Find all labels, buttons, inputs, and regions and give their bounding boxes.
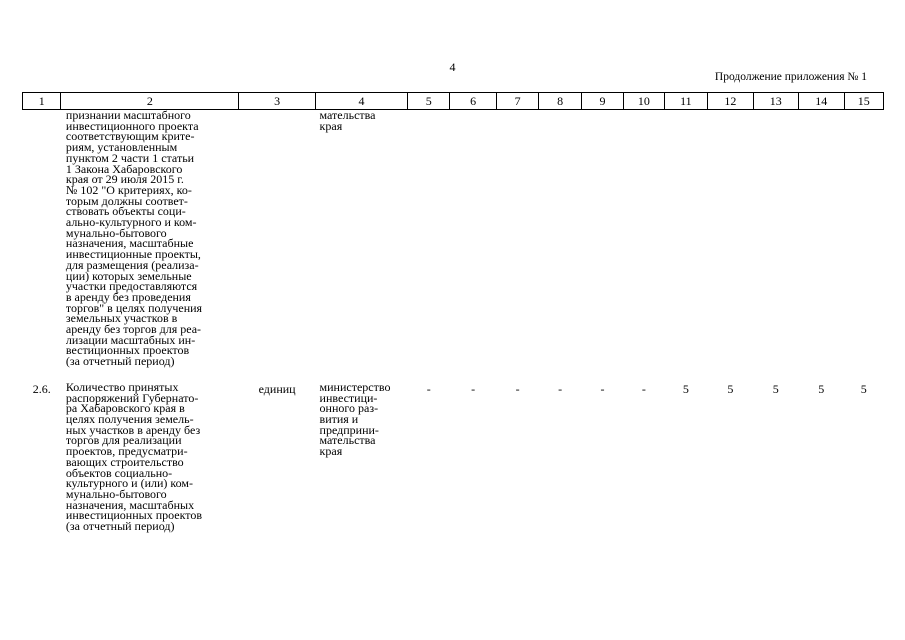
value-cell <box>708 110 753 378</box>
value-cell: 5 <box>772 381 779 396</box>
header-row <box>23 93 884 110</box>
column-header: 13 <box>753 93 798 110</box>
table-row <box>23 110 884 378</box>
value-cell: 5 <box>818 381 825 396</box>
indicator-description: Количество принятых распоряжений Губернато- ра Хабаровского края в целях получения земель- ных участков в аренду без торгов для реализации проектов, предусматри- вающих строительство объектов социально- культурного и (или) ком- мунально-бытового назначения, масштабных инвестиционных проектов (за отчетный период) <box>65 379 203 534</box>
table-row <box>23 378 884 532</box>
indicators-table <box>22 92 884 532</box>
responsible-cell: министерство инвестици- онного раз- вития и предприни- мательства края <box>319 379 391 459</box>
column-header: 3 <box>239 93 316 110</box>
responsible-cell: мательства края <box>319 108 376 133</box>
value-cell: 5 <box>860 381 867 396</box>
unit-cell: единиц <box>258 381 296 396</box>
value-cell <box>664 110 707 378</box>
value-cell: - <box>426 381 431 396</box>
value-cell: 5 <box>682 381 689 396</box>
column-header: 14 <box>799 93 844 110</box>
value-cell: - <box>641 381 646 396</box>
column-header: 4 <box>316 93 408 110</box>
unit-cell <box>239 110 316 378</box>
column-header: 8 <box>539 93 581 110</box>
value-cell <box>581 110 623 378</box>
column-header: 6 <box>450 93 496 110</box>
row-number: 2.6. <box>32 381 51 396</box>
column-header: 5 <box>407 93 449 110</box>
column-header: 2 <box>61 93 239 110</box>
value-cell <box>844 110 884 378</box>
value-cell: - <box>600 381 605 396</box>
column-header: 1 <box>23 93 61 110</box>
page-number: 4 <box>449 60 456 74</box>
value-cell: - <box>515 381 520 396</box>
value-cell <box>496 110 538 378</box>
column-header: 11 <box>664 93 707 110</box>
indicator-description: признании масштабного инвестиционного проекта соответствующим крите- риям, установленным пунктом 2 части 1 статьи 1 Закона Хабаровского края от 29 июля 2015 г. № 102 "О критериях, ко- торым должны соответ- ствовать объекты соци- ально-культурного и ком- мунально-бытового назначения, масштабные инвестиционные проекты, для размещения (реализа- ции) которых земельные участки предоставляются в аренду без проведения торгов" в целях получения земельных участков в аренду без торгов для реа- лизации масштабных ин- вестиционных проектов (за отчетный период) <box>65 108 203 369</box>
value-cell <box>753 110 798 378</box>
value-cell <box>539 110 581 378</box>
value-cell: - <box>471 381 476 396</box>
value-cell <box>450 110 496 378</box>
column-header: 10 <box>624 93 664 110</box>
column-header: 7 <box>496 93 538 110</box>
value-cell <box>624 110 664 378</box>
row-number <box>23 110 61 378</box>
value-cell: - <box>558 381 563 396</box>
column-header: 15 <box>844 93 884 110</box>
column-header: 12 <box>708 93 753 110</box>
appendix-continuation-note: Продолжение приложения № 1 <box>714 71 867 83</box>
column-header: 9 <box>581 93 623 110</box>
value-cell: 5 <box>727 381 734 396</box>
value-cell <box>799 110 844 378</box>
value-cell <box>407 110 449 378</box>
